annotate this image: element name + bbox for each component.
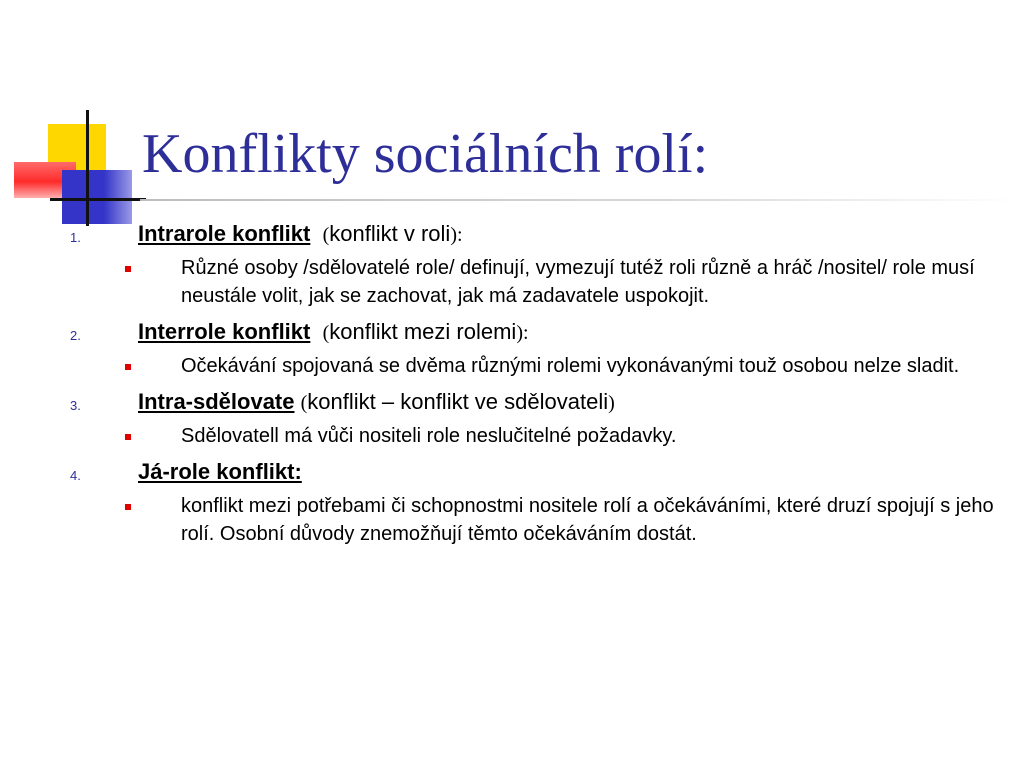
sub-bullet-text: Očekávání spojovaná se dvěma různými rolemi vykonávanými touž osobou nelze sladit. [181,355,960,377]
square-bullet-icon [125,434,131,440]
square-bullet-icon [125,266,131,272]
title-divider [140,199,1020,201]
item-term: Interrole konflikt [138,319,311,344]
open-paren: ( [322,224,330,246]
item-heading [138,456,302,488]
item-heading [138,386,615,419]
item-term: Intra-sdělovate [138,389,295,414]
slide-content [0,218,1024,554]
sub-bullet-text: Sdělovatell má vůči nositeli role neslučitelné požadavky. [181,425,677,447]
numbered-item-2 [0,316,1024,352]
item-heading [138,316,529,349]
decorative-logo [0,0,160,240]
item-number: 1. [70,230,81,245]
sub-bullet-2 [0,352,1024,380]
item-term: Já-role konflikt: [138,459,302,484]
item-number: 4. [70,468,81,483]
item-desc: konflikt v roli [329,221,451,246]
square-bullet-icon [125,504,131,510]
square-bullet-icon [125,364,131,370]
slide-title: Konflikty sociálních rolí: [142,123,709,185]
close-paren: ) [608,392,615,414]
close-paren: ): [450,224,463,246]
sub-bullet-text: konflikt mezi potřebami či schopnostmi nositele rolí a očekáváními, které druzí spojují s jeho rolí. Osobní důvody znemožňují těmto očekáváním dostát. [181,495,994,545]
sub-bullet-text: Různé osoby /sdělovatelé role/ definují, vymezují tutéž roli různě a hráč /nositel/ role musí neustále volit, jak se zachovat, jak má zadavatele uspokojit. [181,257,975,307]
item-desc: konflikt mezi rolemi [329,319,517,344]
sub-bullet-1 [0,254,1024,310]
sub-bullet-4 [0,492,1024,548]
item-heading [138,218,463,251]
close-paren: ): [516,322,529,344]
numbered-item-3 [0,386,1024,422]
logo-vertical-line [86,110,89,226]
numbered-item-1 [0,218,1024,254]
item-number: 3. [70,398,81,413]
open-paren: ( [322,322,330,344]
item-desc: konflikt – konflikt ve sdělovateli [307,389,609,414]
item-number: 2. [70,328,81,343]
sub-bullet-3 [0,422,1024,450]
item-term: Intrarole konflikt [138,221,311,246]
logo-horizontal-line [50,198,146,201]
open-paren: ( [300,392,308,414]
logo-blue-square [62,170,132,224]
numbered-item-4 [0,456,1024,492]
